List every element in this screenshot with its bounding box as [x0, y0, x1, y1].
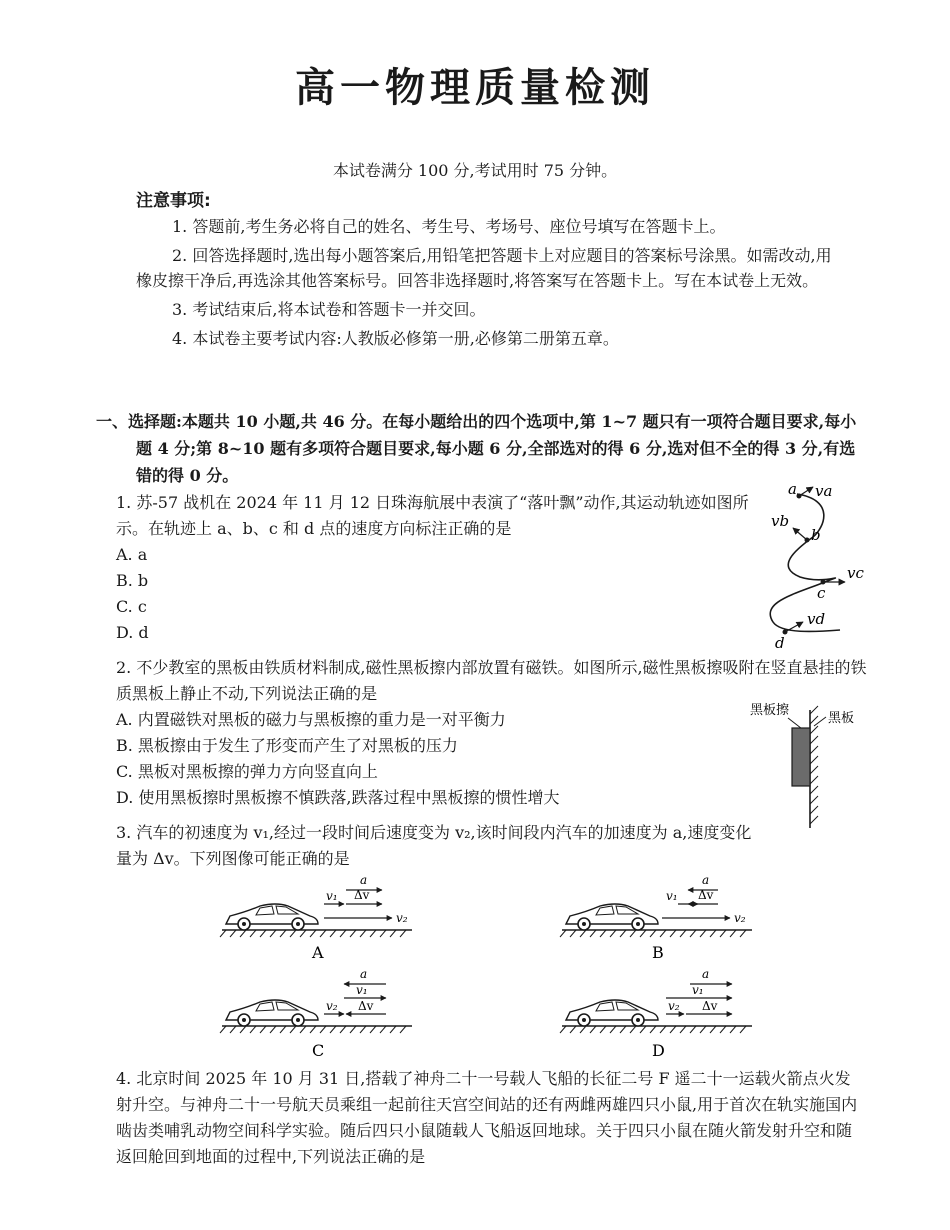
question-4-stem: 4. 北京时间 2025 年 10 月 31 日,搭载了神舟二十一号载人飞船的长征二号 F 遥二十一运载火箭点火发射升空。与神舟二十一号航天员乘组一起前往天宫空间站的还有两雌两雄四只小鼠,用于首次在轨实施国内啮齿类哺乳动物空间科学实验。随后四只小鼠随载人飞船返回地球。关于四只小鼠在随火箭发射升空和随返回舱回到地面的过程中,下列说法正确的是 — [116, 1069, 858, 1166]
panel-a — [220, 873, 412, 962]
question-2-option-d: D. 使用黑板擦时黑板擦不慎跌落,跌落过程中黑板擦的惯性增大 — [116, 788, 560, 807]
velocity-b-arrow — [793, 528, 807, 540]
panel-b-a-label: a — [702, 873, 710, 887]
velocity-a-arrow — [799, 487, 813, 496]
notice-item: 4. 本试卷主要考试内容:人教版必修第一册,必修第二册第五章。 — [172, 329, 619, 348]
question-2-options — [116, 707, 716, 811]
notice-item: 2. 回答选择题时,选出每小题答案后,用铅笔把答题卡上对应题目的答案标号涂黑。如需改动,用橡皮擦干净后,再选涂其他答案标号。回答非选择题时,将答案写在答题卡上。写在本试卷上无效。 — [136, 246, 832, 290]
section-1-text: 一、选择题:本题共 10 小题,共 46 分。在每小题给出的四个选项中,第 1~7 题只有一项符合题目要求,每小题 4 分;第 8~10 题有多项符合题目要求,每小题 6 分,全部选对的得 6 分,选对但不全的得 3 分,有选错的得 0 分。 — [96, 412, 857, 485]
panel-a-a-label: a — [360, 873, 368, 887]
question-4 — [116, 1066, 866, 1170]
question-1-option-d: D. d — [116, 623, 149, 642]
question-3-stem: 3. 汽车的初速度为 v₁,经过一段时间后速度变为 v₂,该时间段内汽车的加速度为 a,速度变化量为 Δv。下列图像可能正确的是 — [116, 823, 752, 868]
panel-d-v1-label: v₁ — [692, 983, 704, 997]
question-2-option-c: C. 黑板对黑板擦的弹力方向竖直向上 — [116, 762, 378, 781]
panel-a-dv-label: Δv — [354, 888, 370, 902]
notice-heading: 注意事项: — [136, 191, 211, 211]
panel-b — [560, 873, 752, 962]
question-2-option-a: A. 内置磁铁对黑板的磁力与黑板擦的重力是一对平衡力 — [116, 710, 506, 729]
panel-a-v1-label: v₁ — [326, 889, 338, 903]
car-vector-figures — [200, 866, 760, 1062]
board-label: 黑板 — [828, 711, 855, 726]
section-heading — [96, 408, 866, 489]
notice-item: 3. 考试结束后,将本试卷和答题卡一并交回。 — [172, 300, 486, 319]
velocity-b-label: vb — [771, 512, 790, 530]
panel-b-v1-label: v₁ — [666, 889, 678, 903]
exam-title: 高一物理质量检测 — [295, 65, 655, 111]
eraser-label: 黑板擦 — [750, 703, 790, 718]
panel-a-v2-label: v₂ — [396, 911, 408, 925]
panel-c-a-label: a — [360, 967, 368, 981]
exam-subtitle: 本试卷满分 100 分,考试用时 75 分钟。 — [332, 161, 618, 180]
question-2-option-b: B. 黑板擦由于发生了形变而产生了对黑板的压力 — [116, 736, 458, 755]
question-1-option-c: C. c — [116, 597, 147, 616]
point-c-label: c — [817, 584, 826, 602]
question-1-option-a: A. a — [116, 545, 148, 564]
velocity-a-label: va — [815, 482, 833, 500]
trajectory-figure — [755, 482, 865, 652]
panel-b-dv-label: Δv — [698, 888, 714, 902]
eraser-block — [792, 728, 810, 786]
panel-c-v1-label: v₁ — [356, 983, 368, 997]
panel-c — [220, 967, 412, 1060]
question-2-stem: 2. 不少教室的黑板由铁质材料制成,磁性黑板擦内部放置有磁铁。如图所示,磁性黑板擦吸附在竖直悬挂的铁质黑板上静止不动,下列说法正确的是 — [116, 658, 867, 703]
panel-d-a-label: a — [702, 967, 710, 981]
velocity-d-label: vd — [807, 610, 826, 628]
panel-c-letter: C — [312, 1041, 325, 1060]
blackboard-figure — [748, 700, 868, 832]
question-1 — [116, 490, 756, 646]
velocity-c-label: vc — [847, 564, 864, 582]
panel-c-dv-label: Δv — [358, 999, 374, 1013]
panel-a-letter: A — [312, 943, 324, 962]
panel-d-letter: D — [652, 1041, 665, 1060]
notice-list — [136, 214, 836, 355]
panel-d-v2-label: v₂ — [668, 999, 680, 1013]
panel-d — [560, 967, 752, 1060]
question-1-stem: 1. 苏-57 战机在 2024 年 11 月 12 日珠海航展中表演了“落叶飘”动作,其运动轨迹如图所示。在轨迹上 a、b、c 和 d 点的速度方向标注正确的是 — [116, 493, 749, 538]
point-b-label: b — [811, 526, 821, 544]
question-3 — [116, 820, 756, 872]
point-d-label: d — [775, 634, 785, 652]
panel-b-letter: B — [652, 943, 664, 962]
panel-b-v2-label: v₂ — [734, 911, 746, 925]
point-a-label: a — [788, 482, 797, 498]
question-1-option-b: B. b — [116, 571, 149, 590]
panel-c-v2-label: v₂ — [326, 999, 338, 1013]
notice-item: 1. 答题前,考生务必将自己的姓名、考生号、考场号、座位号填写在答题卡上。 — [172, 217, 726, 236]
panel-d-dv-label: Δv — [702, 999, 718, 1013]
